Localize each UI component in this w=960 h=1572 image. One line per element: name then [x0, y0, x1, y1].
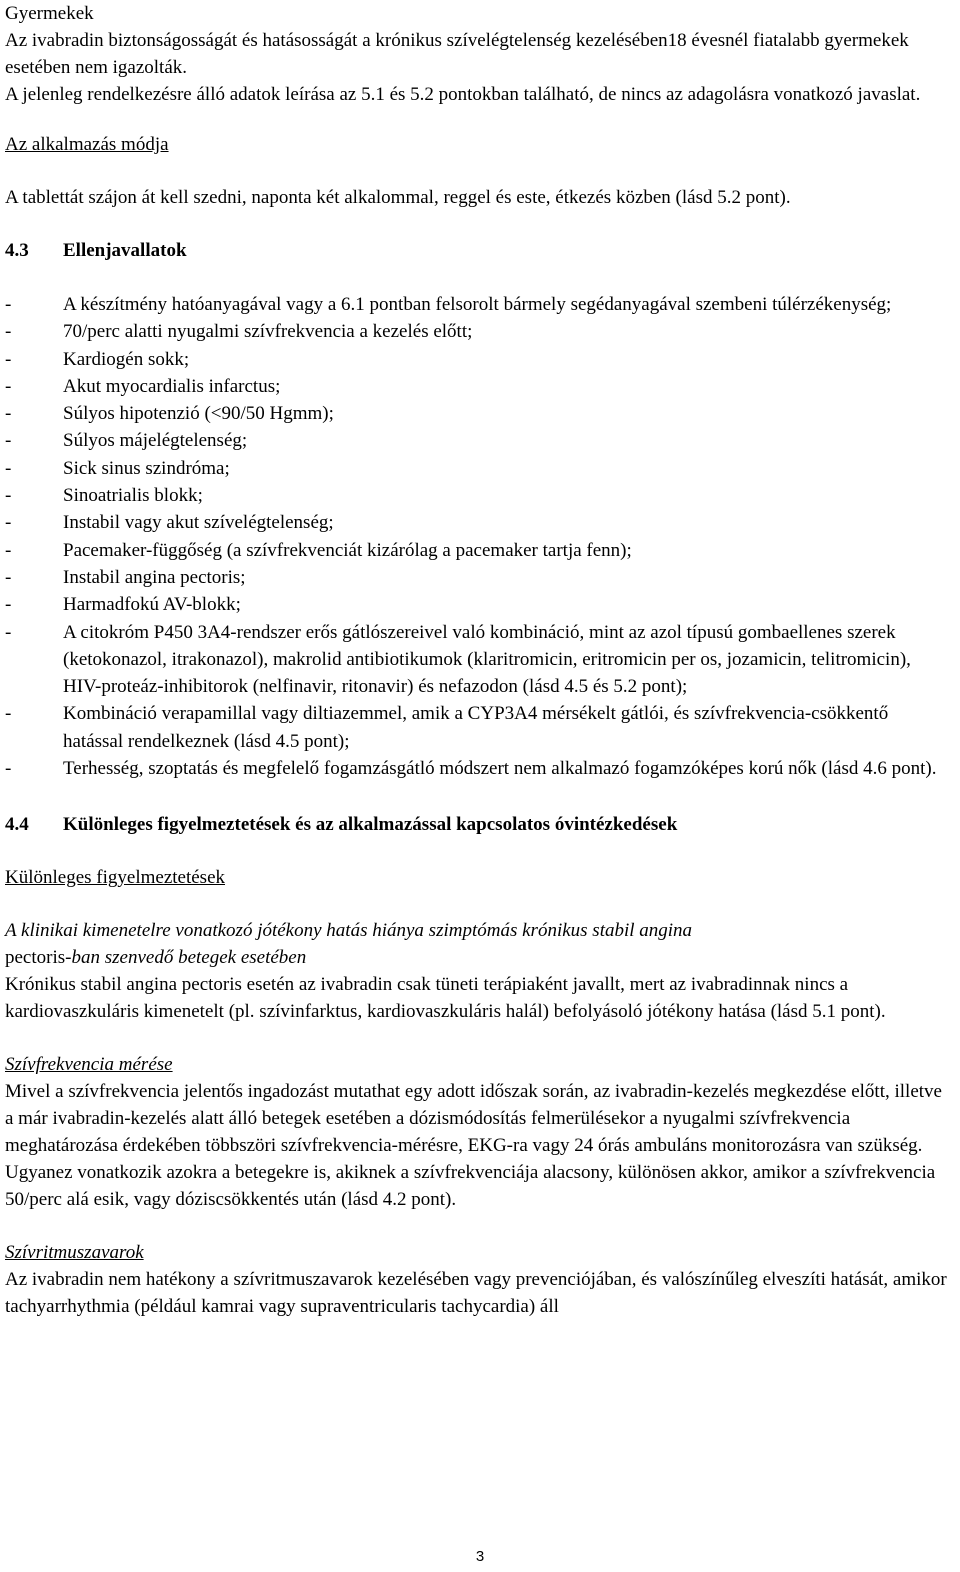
dash-bullet: -: [5, 539, 12, 561]
contraindication-text: Pacemaker-függőség (a szívfrekvenciát kizárólag a pacemaker tartja fenn);: [63, 539, 632, 561]
contraindication-item: [5, 346, 950, 373]
administration-text: A tablettát szájon át kell szedni, naponta két alkalommal, reggel és este, étkezés közben (lásd 5.2 pont).: [5, 187, 791, 208]
children-heading: Gyermekek: [5, 3, 94, 24]
children-paragraph-1: Az ivabradin biztonságosságát és hatásosságát a krónikus szívelégtelenség kezelésében18 évesnél fiatalabb gyermekek esetében nem igazolták.: [5, 30, 909, 78]
contraindication-text: Sinoatrialis blokk;: [63, 485, 203, 507]
contraindication-item: [5, 537, 950, 564]
dash-bullet: -: [5, 758, 12, 780]
dash-bullet: -: [5, 566, 12, 588]
contraindication-item: [5, 427, 950, 454]
contraindication-item: [5, 564, 950, 591]
section-title: Ellenjavallatok: [63, 240, 187, 261]
dash-bullet: -: [5, 430, 12, 452]
dash-bullet: -: [5, 703, 12, 725]
contraindication-text: Kombináció verapamillal vagy diltiazemmel, amik a CYP3A4 mérsékelt gátlói, és szívfrekvencia-csökkentő hatással rendelkeznek (lásd 4.5 pont);: [63, 703, 889, 752]
contraindication-text: A citokróm P450 3A4-rendszer erős gátlószereivel való kombináció, mint az azol típusú gombaellenes szerek (ketokonazol, itrakonazol), makrolid antibiotikumok (klaritromicin, eritromicin per os, jozamicin, telitromicin), HIV-proteáz-inhibitorok (nelfinavir, ritonavir) és nefazodon (lásd 4.5 és 5.2 pont);: [63, 621, 911, 698]
contraindication-text: Sick sinus szindróma;: [63, 457, 230, 479]
dash-bullet: -: [5, 348, 12, 370]
section-title: Különleges figyelmeztetések és az alkalmazással kapcsolatos óvintézkedések: [63, 814, 678, 836]
contraindication-item: [5, 482, 950, 509]
contraindications-list: [5, 291, 950, 782]
contraindications-heading: [5, 237, 950, 264]
heart-rate-heading: Szívfrekvencia mérése: [5, 1054, 173, 1076]
contraindication-item: [5, 291, 950, 318]
contraindication-item: [5, 619, 950, 701]
section-number: 4.4: [5, 814, 29, 836]
arrhythmia-text: Az ivabradin nem hatékony a szívritmuszavarok kezelésében vagy prevenciójában, és valószínűleg elveszíti hatását, amikor tachyarrhythmia (például kamrai vagy supraventricularis tachycardia) áll: [5, 1269, 947, 1318]
contraindication-item: [5, 455, 950, 482]
contraindication-text: 70/perc alatti nyugalmi szívfrekvencia a kezelés előtt;: [63, 321, 473, 343]
dash-bullet: -: [5, 594, 12, 616]
contraindication-text: Instabil angina pectoris;: [63, 566, 246, 588]
children-paragraph-2: A jelenleg rendelkezésre álló adatok leírása az 5.1 és 5.2 pontokban található, de nincs az adagolásra vonatkozó javaslat.: [5, 84, 921, 105]
contraindication-item: [5, 591, 950, 618]
dash-bullet: -: [5, 485, 12, 507]
dash-bullet: -: [5, 375, 12, 397]
contraindication-text: Súlyos hipotenzió (<90/50 Hgmm);: [63, 403, 334, 425]
dash-bullet: -: [5, 512, 12, 534]
document-page: [5, 0, 950, 1320]
angina-heading-part1: A klinikai kimenetelre vonatkozó jótékony hatás hiánya szimptómás krónikus stabil angina: [5, 920, 693, 942]
dash-bullet: -: [5, 403, 12, 425]
contraindication-text: Harmadfokú AV-blokk;: [63, 594, 241, 616]
contraindication-item: [5, 700, 950, 755]
angina-text: Krónikus stabil angina pectoris esetén az ivabradin csak tüneti terápiaként javallt, mert az ivabradinnak nincs a kardiovaszkuláris kimenetelt (pl. szívinfarktus, kardiovaszkuláris halál) befolyásoló jótékony hatása (lásd 5.1 pont).: [5, 974, 886, 1023]
contraindication-item: [5, 373, 950, 400]
heart-rate-text: Mivel a szívfrekvencia jelentős ingadozást mutathat egy adott időszak során, az ivabradin-kezelés megkezdése előtt, illetve a már ivabradin-kezelés alatt álló betegek esetében a dózismódosítás felmerülésekor a nyugalmi szívfrekvencia meghatározása érdekében többszöri szívfrekvencia-mérésre, EKG-ra vagy 24 órás ambuláns monitorozásra van szükség. Ugyanez vonatkozik azokra a betegekre is, akiknek a szívfrekvenciája alacsony, különösen akkor, amikor a szívfrekvencia 50/perc alá esik, vagy dóziscsökkentés után (lásd 4.2 pont).: [5, 1081, 942, 1211]
administration-heading: Az alkalmazás módja: [5, 134, 169, 155]
dash-bullet: -: [5, 457, 12, 479]
dash-bullet: -: [5, 294, 12, 315]
contraindication-text: Kardiogén sokk;: [63, 348, 190, 370]
contraindication-text: Instabil vagy akut szívelégtelenség;: [63, 512, 334, 534]
section-number: 4.3: [5, 240, 29, 261]
contraindication-text: Súlyos májelégtelenség;: [63, 430, 248, 452]
contraindication-item: [5, 318, 950, 345]
contraindication-item: [5, 755, 950, 782]
contraindication-text: Terhesség, szoptatás és megfelelő fogamzásgátló módszert nem alkalmazó fogamzóképes korú nők (lásd 4.6 pont).: [63, 758, 937, 780]
contraindication-text: A készítmény hatóanyagával vagy a 6.1 pontban felsorolt bármely segédanyagával szembeni túlérzékenység;: [63, 294, 892, 315]
warnings-heading: [5, 811, 950, 838]
arrhythmia-heading: Szívritmuszavarok: [5, 1242, 144, 1264]
dash-bullet: -: [5, 621, 12, 643]
angina-heading: [5, 917, 950, 971]
contraindication-text: Akut myocardialis infarctus;: [63, 375, 281, 397]
contraindication-item: [5, 509, 950, 536]
angina-heading-italic: -ban szenvedő betegek esetében: [65, 947, 307, 969]
page-number: 3: [475, 1548, 485, 1565]
dash-bullet: -: [5, 321, 12, 343]
angina-heading-plain: pectoris: [5, 947, 66, 969]
warnings-subheading: Különleges figyelmeztetések: [5, 867, 226, 889]
contraindication-item: [5, 400, 950, 427]
